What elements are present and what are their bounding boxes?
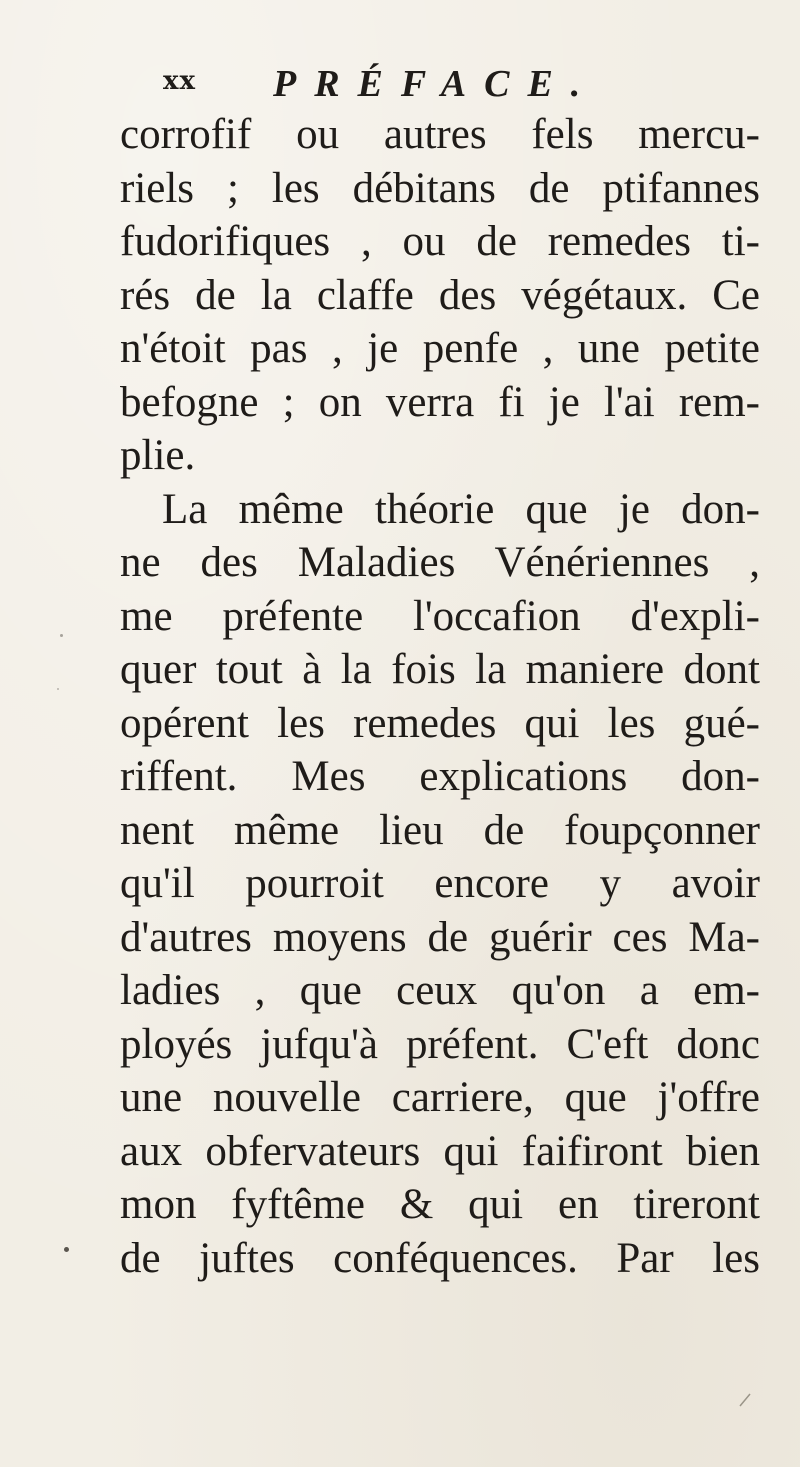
text-line: fudorifiques , ou de remedes ti-	[120, 218, 760, 265]
page-header	[163, 62, 723, 108]
text-line: befogne ; on verra fi je l'ai rem-	[120, 378, 760, 426]
page-number: xx	[163, 66, 197, 96]
body-text	[120, 108, 760, 1285]
running-head: PRÉFACE.	[273, 63, 599, 105]
ink-speck	[57, 688, 59, 690]
paragraph-first-line: La même théorie que je don-	[162, 485, 760, 533]
text-line: riffent. Mes explications don-	[120, 753, 760, 800]
text-line: corrofif ou autres fels mercu-	[120, 111, 760, 158]
text-line: ladies , que ceux qu'on a em-	[120, 967, 760, 1014]
text-line: ne des Maladies Vénériennes ,	[120, 539, 760, 586]
text-line: ployés jufqu'à préfent. C'eft donc	[120, 1020, 760, 1068]
text-line: une nouvelle carriere, que j'offre	[120, 1074, 760, 1121]
ink-speck	[64, 1247, 69, 1252]
text-line: rés de la claffe des végétaux. Ce	[120, 271, 760, 319]
text-line: riels ; les débitans de ptifannes	[120, 164, 760, 212]
pencil-tick-icon	[738, 1392, 752, 1408]
paper-mark	[738, 1392, 752, 1412]
text-line: plie.	[120, 432, 196, 479]
text-line: qu'il pourroit encore y avoir	[120, 860, 760, 907]
text-line: n'étoit pas , je penfe , une petite	[120, 325, 760, 372]
text-line: opérent les remedes qui les gué-	[120, 699, 760, 747]
text-line: de juftes conféquences. Par les	[120, 1234, 760, 1282]
text-line: d'autres moyens de guérir ces Ma-	[120, 913, 760, 961]
text-line: aux obfervateurs qui faifiront bien	[120, 1127, 760, 1175]
text-line: me préfente l'occafion d'expli-	[120, 592, 760, 640]
text-line: quer tout à la fois la maniere dont	[120, 646, 760, 693]
text-line: nent même lieu de foupçonner	[120, 806, 760, 854]
ink-speck	[60, 634, 63, 637]
text-line: mon fyftême & qui en tireront	[120, 1181, 760, 1228]
